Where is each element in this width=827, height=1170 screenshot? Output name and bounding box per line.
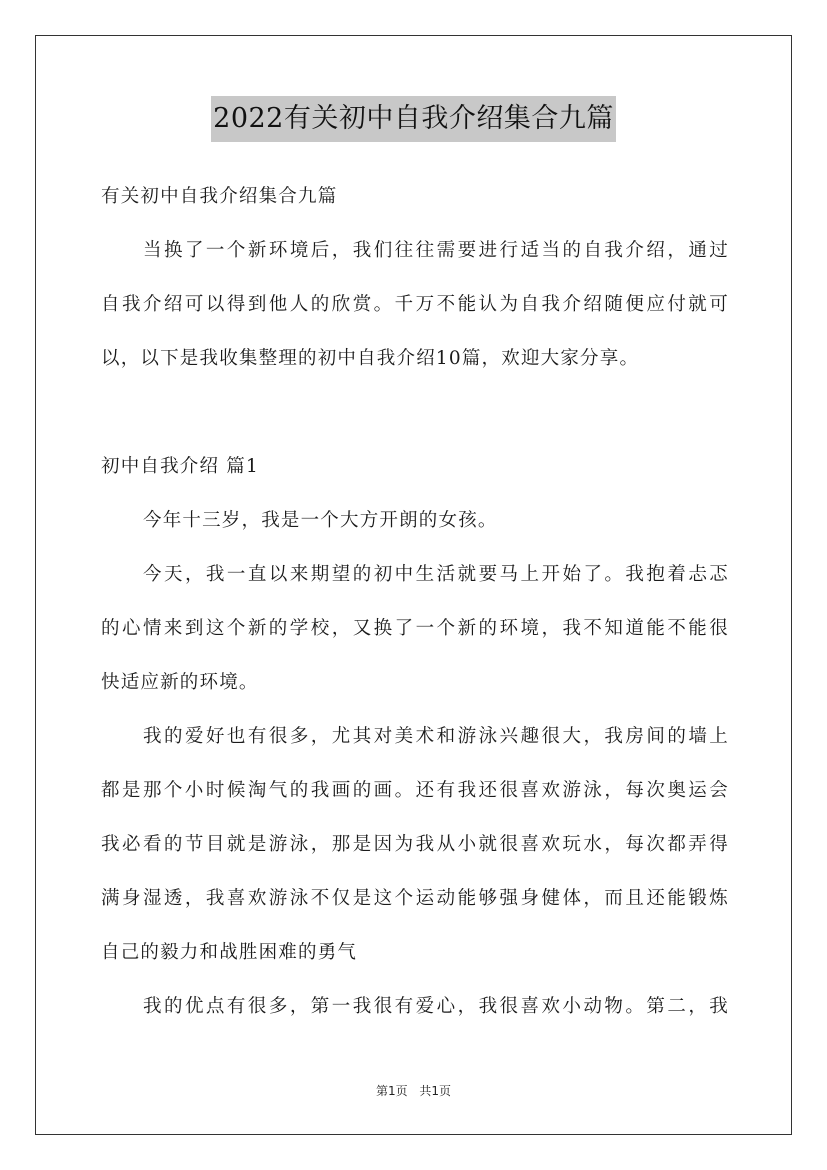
paragraph-line: 当换了一个新环境后，我们往往需要进行适当的自我介绍，通过 (143, 240, 729, 261)
paragraph-line: 今天，我一直以来期望的初中生活就要马上开始了。我抱着忐忑 (143, 564, 729, 585)
title-container (0, 96, 827, 142)
document-body (101, 170, 729, 1034)
blank-spacer (101, 386, 729, 440)
page-number: 第1页 (375, 1084, 408, 1098)
paragraph-line: 自我介绍可以得到他人的欣赏。千万不能认为自我介绍随便应付就可 (101, 294, 729, 315)
paragraph-line: 我的优点有很多，第一我很有爱心，我很喜欢小动物。第二，我 (143, 996, 729, 1017)
paragraph-line: 的心情来到这个新的学校，又换了一个新的环境，我不知道能不能很 (101, 618, 729, 639)
paragraph-line: 都是那个小时候淘气的我画的画。还有我还很喜欢游泳，每次奥运会 (101, 780, 729, 801)
paragraph-line: 以，以下是我收集整理的初中自我介绍10篇，欢迎大家分享。 (101, 348, 640, 369)
paragraph-line: 今年十三岁，我是一个大方开朗的女孩。 (143, 510, 498, 531)
paragraph-line: 自己的毅力和战胜困难的勇气 (101, 942, 358, 963)
paragraph-line: 满身湿透，我喜欢游泳不仅是这个运动能够强身健体，而且还能锻炼 (101, 888, 729, 909)
page-total: 共1页 (419, 1084, 452, 1098)
page-footer (0, 1082, 827, 1099)
paragraph-line: 我的爱好也有很多，尤其对美术和游泳兴趣很大，我房间的墙上 (143, 726, 729, 747)
section-heading: 初中自我介绍 篇1 (101, 456, 259, 477)
paragraph-line: 我必看的节目就是游泳，那是因为我从小就很喜欢玩水，每次都弄得 (101, 834, 729, 855)
document-title: 2022有关初中自我介绍集合九篇 (211, 96, 616, 142)
subtitle-line: 有关初中自我介绍集合九篇 (101, 186, 338, 207)
paragraph-line: 快适应新的环境。 (101, 672, 259, 693)
